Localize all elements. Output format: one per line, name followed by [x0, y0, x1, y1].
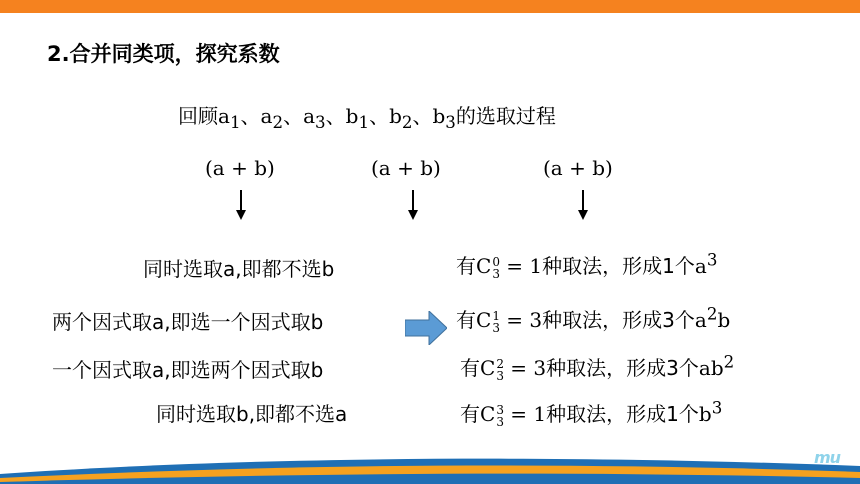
down-arrow-icon	[577, 190, 589, 220]
result-row-4: 有C 3 3 = 1种取法，形成1个$b^3$	[460, 398, 723, 429]
recall-var-b2: $b_2$	[389, 104, 413, 132]
top-accent-bar	[0, 0, 860, 13]
recall-prefix: 回顾	[178, 104, 218, 128]
case-bbb: 同时选取b,即都不选a	[156, 402, 348, 426]
recall-var-a3: $a_3$	[303, 104, 326, 132]
case-aaa: 同时选取a,即都不选b	[143, 257, 335, 281]
combination-notation: C 1 3	[476, 308, 500, 335]
recall-var-a2: $a_2$	[260, 104, 284, 132]
recall-var-b1: $b_1$	[345, 104, 370, 132]
recall-var-b3: $b_3$	[432, 104, 456, 132]
recall-separator: 、	[240, 104, 261, 128]
recall-separator: 、	[369, 104, 390, 128]
bottom-wave-decoration	[0, 430, 860, 484]
case-aab: 两个因式取a,即选一个因式取b	[52, 310, 324, 334]
recall-var-a1: $a_1$	[218, 104, 241, 132]
result-row-3: 有C 2 3 = 3种取法，形成3个$ab^2$	[460, 352, 735, 383]
result-row-2: 有C 1 3 = 3种取法，形成3个$a^2b$	[456, 304, 731, 335]
recall-separator: 、	[412, 104, 433, 128]
recall-separator: 、	[283, 104, 304, 128]
factor-2: (a + b)	[371, 156, 441, 180]
right-arrow-icon	[405, 311, 447, 345]
factor-3: (a + b)	[543, 156, 613, 180]
down-arrow-icon	[235, 190, 247, 220]
slide-title: 2.合并同类项，探究系数	[47, 42, 280, 66]
case-abb: 一个因式取a,即选两个因式取b	[52, 358, 324, 382]
recall-suffix: 的选取过程	[455, 104, 556, 128]
result-row-1: 有C 0 3 = 1种取法，形成1个$a^3$	[456, 250, 718, 281]
logo: mu	[814, 448, 841, 467]
factor-1: (a + b)	[205, 156, 275, 180]
combination-notation: C 3 3	[480, 402, 504, 429]
recall-line	[178, 100, 556, 132]
recall-separator: 、	[325, 104, 346, 128]
down-arrow-icon	[407, 190, 419, 220]
combination-notation: C 0 3	[476, 254, 500, 281]
combination-notation: C 2 3	[480, 356, 504, 383]
